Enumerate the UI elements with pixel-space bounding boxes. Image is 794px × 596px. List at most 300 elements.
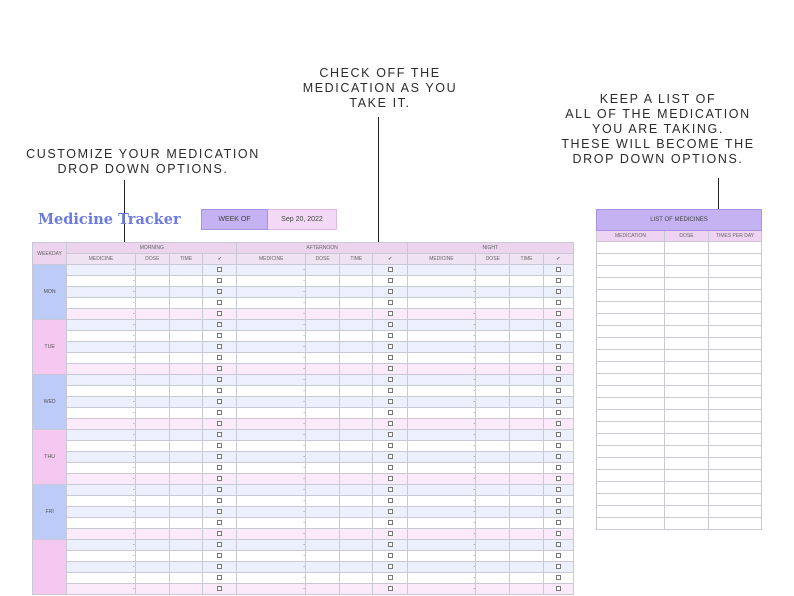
dose-cell[interactable] (305, 441, 339, 452)
medicine-dropdown[interactable]: - (407, 485, 475, 496)
dose-cell[interactable] (305, 408, 339, 419)
time-cell[interactable] (169, 342, 202, 353)
taken-checkbox[interactable] (217, 476, 222, 481)
taken-checkbox[interactable] (388, 355, 393, 360)
taken-checkbox[interactable] (217, 366, 222, 371)
medication-cell[interactable] (597, 350, 665, 362)
time-cell[interactable] (510, 584, 543, 595)
time-cell[interactable] (169, 386, 202, 397)
time-cell[interactable] (169, 375, 202, 386)
dose-cell[interactable] (305, 529, 339, 540)
medicine-dropdown[interactable]: - (237, 320, 305, 331)
medicine-dropdown[interactable]: - (407, 397, 475, 408)
medicine-dropdown[interactable]: - (237, 463, 305, 474)
time-cell[interactable] (169, 441, 202, 452)
dose-cell[interactable] (305, 375, 339, 386)
taken-checkbox[interactable] (217, 267, 222, 272)
dose-cell[interactable] (135, 485, 169, 496)
dose-cell[interactable] (305, 463, 339, 474)
dose-cell[interactable] (135, 562, 169, 573)
taken-checkbox[interactable] (388, 465, 393, 470)
dose-cell[interactable] (135, 276, 169, 287)
time-cell[interactable] (340, 430, 373, 441)
taken-checkbox[interactable] (388, 322, 393, 327)
medication-cell[interactable] (597, 422, 665, 434)
medicine-dropdown[interactable]: - (67, 408, 135, 419)
time-cell[interactable] (510, 265, 543, 276)
dose-cell[interactable] (305, 507, 339, 518)
taken-checkbox[interactable] (388, 399, 393, 404)
taken-checkbox[interactable] (217, 454, 222, 459)
taken-checkbox[interactable] (217, 531, 222, 536)
taken-checkbox[interactable] (556, 388, 561, 393)
dose-cell[interactable] (476, 276, 510, 287)
times-per-day-cell[interactable] (709, 362, 762, 374)
time-cell[interactable] (340, 584, 373, 595)
taken-checkbox[interactable] (556, 443, 561, 448)
dose-cell[interactable] (476, 298, 510, 309)
medicine-dropdown[interactable]: - (407, 507, 475, 518)
dose-cell[interactable] (135, 364, 169, 375)
time-cell[interactable] (340, 474, 373, 485)
medication-cell[interactable] (597, 374, 665, 386)
taken-checkbox[interactable] (556, 366, 561, 371)
taken-checkbox[interactable] (556, 575, 561, 580)
taken-checkbox[interactable] (388, 410, 393, 415)
medicine-dropdown[interactable]: - (67, 265, 135, 276)
time-cell[interactable] (169, 320, 202, 331)
dose-cell[interactable] (476, 353, 510, 364)
taken-checkbox[interactable] (217, 333, 222, 338)
dose-cell[interactable] (476, 551, 510, 562)
taken-checkbox[interactable] (217, 300, 222, 305)
dose-cell[interactable] (476, 342, 510, 353)
medicine-dropdown[interactable]: - (67, 386, 135, 397)
dose-cell[interactable] (476, 287, 510, 298)
time-cell[interactable] (169, 496, 202, 507)
dose-cell[interactable] (476, 265, 510, 276)
taken-checkbox[interactable] (388, 443, 393, 448)
dose-cell[interactable] (135, 320, 169, 331)
time-cell[interactable] (169, 331, 202, 342)
time-cell[interactable] (169, 551, 202, 562)
medicine-dropdown[interactable]: - (407, 408, 475, 419)
time-cell[interactable] (169, 287, 202, 298)
medicine-dropdown[interactable]: - (407, 496, 475, 507)
medicine-dropdown[interactable]: - (67, 529, 135, 540)
medication-cell[interactable] (597, 266, 665, 278)
dose-cell[interactable] (135, 430, 169, 441)
dose-cell[interactable] (476, 386, 510, 397)
time-cell[interactable] (510, 397, 543, 408)
dose-cell[interactable] (665, 482, 709, 494)
times-per-day-cell[interactable] (709, 434, 762, 446)
medication-cell[interactable] (597, 458, 665, 470)
medicine-dropdown[interactable]: - (407, 452, 475, 463)
medicine-dropdown[interactable]: - (407, 551, 475, 562)
medicine-dropdown[interactable]: - (67, 276, 135, 287)
dose-cell[interactable] (476, 331, 510, 342)
medicine-dropdown[interactable]: - (407, 276, 475, 287)
times-per-day-cell[interactable] (709, 290, 762, 302)
dose-cell[interactable] (476, 364, 510, 375)
dose-cell[interactable] (305, 353, 339, 364)
medicine-dropdown[interactable]: - (237, 562, 305, 573)
taken-checkbox[interactable] (217, 388, 222, 393)
dose-cell[interactable] (135, 551, 169, 562)
time-cell[interactable] (340, 562, 373, 573)
time-cell[interactable] (340, 276, 373, 287)
taken-checkbox[interactable] (388, 300, 393, 305)
medicine-dropdown[interactable]: - (237, 287, 305, 298)
taken-checkbox[interactable] (556, 311, 561, 316)
dose-cell[interactable] (476, 507, 510, 518)
time-cell[interactable] (169, 265, 202, 276)
dose-cell[interactable] (665, 302, 709, 314)
medicine-dropdown[interactable]: - (407, 419, 475, 430)
dose-cell[interactable] (305, 518, 339, 529)
time-cell[interactable] (340, 287, 373, 298)
taken-checkbox[interactable] (388, 586, 393, 591)
taken-checkbox[interactable] (217, 311, 222, 316)
medicine-dropdown[interactable]: - (407, 518, 475, 529)
taken-checkbox[interactable] (217, 564, 222, 569)
dose-cell[interactable] (305, 452, 339, 463)
dose-cell[interactable] (135, 529, 169, 540)
time-cell[interactable] (340, 342, 373, 353)
taken-checkbox[interactable] (556, 377, 561, 382)
dose-cell[interactable] (476, 518, 510, 529)
dose-cell[interactable] (135, 397, 169, 408)
dose-cell[interactable] (665, 410, 709, 422)
taken-checkbox[interactable] (556, 267, 561, 272)
time-cell[interactable] (169, 397, 202, 408)
taken-checkbox[interactable] (388, 377, 393, 382)
medication-cell[interactable] (597, 386, 665, 398)
taken-checkbox[interactable] (217, 487, 222, 492)
medicine-dropdown[interactable]: - (237, 441, 305, 452)
time-cell[interactable] (169, 276, 202, 287)
time-cell[interactable] (169, 518, 202, 529)
medicine-dropdown[interactable]: - (67, 342, 135, 353)
dose-cell[interactable] (135, 386, 169, 397)
times-per-day-cell[interactable] (709, 254, 762, 266)
medicine-dropdown[interactable]: - (237, 496, 305, 507)
taken-checkbox[interactable] (217, 355, 222, 360)
medicine-dropdown[interactable]: - (237, 518, 305, 529)
time-cell[interactable] (510, 441, 543, 452)
medication-cell[interactable] (597, 302, 665, 314)
time-cell[interactable] (510, 529, 543, 540)
medicine-dropdown[interactable]: - (407, 430, 475, 441)
dose-cell[interactable] (665, 386, 709, 398)
taken-checkbox[interactable] (388, 366, 393, 371)
time-cell[interactable] (169, 419, 202, 430)
time-cell[interactable] (510, 551, 543, 562)
dose-cell[interactable] (135, 518, 169, 529)
time-cell[interactable] (169, 485, 202, 496)
dose-cell[interactable] (665, 422, 709, 434)
time-cell[interactable] (340, 463, 373, 474)
taken-checkbox[interactable] (556, 399, 561, 404)
time-cell[interactable] (510, 309, 543, 320)
medication-cell[interactable] (597, 482, 665, 494)
medication-cell[interactable] (597, 410, 665, 422)
medication-cell[interactable] (597, 470, 665, 482)
medicine-dropdown[interactable]: - (67, 474, 135, 485)
time-cell[interactable] (169, 507, 202, 518)
taken-checkbox[interactable] (217, 344, 222, 349)
dose-cell[interactable] (135, 342, 169, 353)
dose-cell[interactable] (476, 562, 510, 573)
medicine-dropdown[interactable]: - (237, 485, 305, 496)
time-cell[interactable] (340, 551, 373, 562)
time-cell[interactable] (169, 529, 202, 540)
times-per-day-cell[interactable] (709, 422, 762, 434)
medicine-dropdown[interactable]: - (237, 364, 305, 375)
taken-checkbox[interactable] (556, 520, 561, 525)
dose-cell[interactable] (665, 278, 709, 290)
time-cell[interactable] (169, 463, 202, 474)
dose-cell[interactable] (665, 254, 709, 266)
medicine-dropdown[interactable]: - (407, 320, 475, 331)
dose-cell[interactable] (665, 470, 709, 482)
dose-cell[interactable] (305, 342, 339, 353)
dose-cell[interactable] (135, 474, 169, 485)
medicine-dropdown[interactable]: - (67, 518, 135, 529)
times-per-day-cell[interactable] (709, 494, 762, 506)
time-cell[interactable] (340, 320, 373, 331)
time-cell[interactable] (340, 441, 373, 452)
medication-cell[interactable] (597, 434, 665, 446)
taken-checkbox[interactable] (556, 542, 561, 547)
dose-cell[interactable] (476, 496, 510, 507)
dose-cell[interactable] (135, 309, 169, 320)
taken-checkbox[interactable] (388, 432, 393, 437)
medicine-dropdown[interactable]: - (237, 375, 305, 386)
medicine-dropdown[interactable]: - (237, 298, 305, 309)
time-cell[interactable] (510, 573, 543, 584)
time-cell[interactable] (510, 298, 543, 309)
times-per-day-cell[interactable] (709, 386, 762, 398)
time-cell[interactable] (340, 529, 373, 540)
taken-checkbox[interactable] (388, 487, 393, 492)
times-per-day-cell[interactable] (709, 326, 762, 338)
time-cell[interactable] (340, 518, 373, 529)
taken-checkbox[interactable] (556, 300, 561, 305)
dose-cell[interactable] (476, 463, 510, 474)
taken-checkbox[interactable] (388, 421, 393, 426)
time-cell[interactable] (510, 276, 543, 287)
taken-checkbox[interactable] (388, 553, 393, 558)
medicine-dropdown[interactable]: - (67, 540, 135, 551)
dose-cell[interactable] (135, 408, 169, 419)
dose-cell[interactable] (305, 309, 339, 320)
dose-cell[interactable] (305, 540, 339, 551)
taken-checkbox[interactable] (217, 575, 222, 580)
taken-checkbox[interactable] (388, 278, 393, 283)
times-per-day-cell[interactable] (709, 242, 762, 254)
dose-cell[interactable] (665, 314, 709, 326)
times-per-day-cell[interactable] (709, 302, 762, 314)
time-cell[interactable] (510, 375, 543, 386)
medicine-dropdown[interactable]: - (407, 584, 475, 595)
medicine-dropdown[interactable]: - (67, 430, 135, 441)
taken-checkbox[interactable] (388, 509, 393, 514)
dose-cell[interactable] (305, 386, 339, 397)
time-cell[interactable] (510, 342, 543, 353)
dose-cell[interactable] (135, 353, 169, 364)
dose-cell[interactable] (305, 430, 339, 441)
taken-checkbox[interactable] (217, 443, 222, 448)
dose-cell[interactable] (476, 320, 510, 331)
dose-cell[interactable] (135, 419, 169, 430)
taken-checkbox[interactable] (556, 531, 561, 536)
dose-cell[interactable] (476, 408, 510, 419)
medicine-dropdown[interactable]: - (407, 298, 475, 309)
medication-cell[interactable] (597, 254, 665, 266)
time-cell[interactable] (510, 287, 543, 298)
dose-cell[interactable] (665, 506, 709, 518)
time-cell[interactable] (340, 397, 373, 408)
time-cell[interactable] (340, 386, 373, 397)
medicine-dropdown[interactable]: - (67, 573, 135, 584)
medicine-dropdown[interactable]: - (67, 562, 135, 573)
medicine-dropdown[interactable]: - (237, 551, 305, 562)
taken-checkbox[interactable] (556, 333, 561, 338)
medication-cell[interactable] (597, 242, 665, 254)
medicine-dropdown[interactable]: - (237, 529, 305, 540)
medicine-dropdown[interactable]: - (237, 353, 305, 364)
dose-cell[interactable] (665, 434, 709, 446)
medicine-dropdown[interactable]: - (67, 364, 135, 375)
dose-cell[interactable] (305, 496, 339, 507)
time-cell[interactable] (510, 496, 543, 507)
time-cell[interactable] (340, 485, 373, 496)
medicine-dropdown[interactable]: - (237, 265, 305, 276)
taken-checkbox[interactable] (556, 410, 561, 415)
time-cell[interactable] (169, 298, 202, 309)
medicine-dropdown[interactable]: - (67, 485, 135, 496)
dose-cell[interactable] (305, 584, 339, 595)
medicine-dropdown[interactable]: - (237, 331, 305, 342)
medicine-dropdown[interactable]: - (407, 342, 475, 353)
dose-cell[interactable] (476, 474, 510, 485)
medicine-dropdown[interactable]: - (67, 309, 135, 320)
medicine-dropdown[interactable]: - (407, 573, 475, 584)
medicine-dropdown[interactable]: - (407, 364, 475, 375)
taken-checkbox[interactable] (217, 421, 222, 426)
medication-cell[interactable] (597, 506, 665, 518)
medicine-dropdown[interactable]: - (237, 474, 305, 485)
taken-checkbox[interactable] (556, 509, 561, 514)
time-cell[interactable] (510, 364, 543, 375)
medicine-dropdown[interactable]: - (67, 353, 135, 364)
time-cell[interactable] (340, 507, 373, 518)
taken-checkbox[interactable] (556, 476, 561, 481)
dose-cell[interactable] (665, 242, 709, 254)
dose-cell[interactable] (665, 494, 709, 506)
medicine-dropdown[interactable]: - (67, 419, 135, 430)
time-cell[interactable] (169, 540, 202, 551)
taken-checkbox[interactable] (388, 520, 393, 525)
dose-cell[interactable] (665, 290, 709, 302)
time-cell[interactable] (510, 386, 543, 397)
times-per-day-cell[interactable] (709, 518, 762, 530)
dose-cell[interactable] (665, 326, 709, 338)
dose-cell[interactable] (476, 397, 510, 408)
dose-cell[interactable] (305, 298, 339, 309)
time-cell[interactable] (340, 364, 373, 375)
time-cell[interactable] (510, 463, 543, 474)
taken-checkbox[interactable] (556, 344, 561, 349)
taken-checkbox[interactable] (556, 322, 561, 327)
dose-cell[interactable] (665, 350, 709, 362)
taken-checkbox[interactable] (556, 498, 561, 503)
dose-cell[interactable] (476, 419, 510, 430)
taken-checkbox[interactable] (217, 322, 222, 327)
dose-cell[interactable] (135, 573, 169, 584)
taken-checkbox[interactable] (388, 531, 393, 536)
dose-cell[interactable] (476, 430, 510, 441)
time-cell[interactable] (340, 331, 373, 342)
dose-cell[interactable] (476, 452, 510, 463)
medicine-dropdown[interactable]: - (407, 463, 475, 474)
medication-cell[interactable] (597, 446, 665, 458)
times-per-day-cell[interactable] (709, 266, 762, 278)
dose-cell[interactable] (665, 458, 709, 470)
times-per-day-cell[interactable] (709, 314, 762, 326)
medicine-dropdown[interactable]: - (67, 584, 135, 595)
dose-cell[interactable] (476, 540, 510, 551)
taken-checkbox[interactable] (388, 454, 393, 459)
medicine-dropdown[interactable]: - (237, 309, 305, 320)
dose-cell[interactable] (476, 375, 510, 386)
medicine-dropdown[interactable]: - (407, 353, 475, 364)
medicine-dropdown[interactable]: - (67, 287, 135, 298)
time-cell[interactable] (510, 474, 543, 485)
dose-cell[interactable] (665, 398, 709, 410)
taken-checkbox[interactable] (556, 432, 561, 437)
time-cell[interactable] (510, 507, 543, 518)
dose-cell[interactable] (665, 266, 709, 278)
dose-cell[interactable] (135, 287, 169, 298)
time-cell[interactable] (169, 584, 202, 595)
medicine-dropdown[interactable]: - (407, 474, 475, 485)
taken-checkbox[interactable] (217, 520, 222, 525)
time-cell[interactable] (340, 353, 373, 364)
time-cell[interactable] (340, 408, 373, 419)
time-cell[interactable] (510, 353, 543, 364)
medicine-dropdown[interactable]: - (67, 507, 135, 518)
time-cell[interactable] (169, 573, 202, 584)
time-cell[interactable] (510, 331, 543, 342)
dose-cell[interactable] (305, 364, 339, 375)
medicine-dropdown[interactable]: - (237, 386, 305, 397)
dose-cell[interactable] (135, 496, 169, 507)
medicine-dropdown[interactable]: - (67, 375, 135, 386)
medicine-dropdown[interactable]: - (67, 463, 135, 474)
dose-cell[interactable] (476, 529, 510, 540)
dose-cell[interactable] (476, 309, 510, 320)
times-per-day-cell[interactable] (709, 374, 762, 386)
time-cell[interactable] (510, 419, 543, 430)
medicine-dropdown[interactable]: - (67, 320, 135, 331)
dose-cell[interactable] (135, 584, 169, 595)
taken-checkbox[interactable] (388, 388, 393, 393)
dose-cell[interactable] (305, 551, 339, 562)
medication-cell[interactable] (597, 314, 665, 326)
